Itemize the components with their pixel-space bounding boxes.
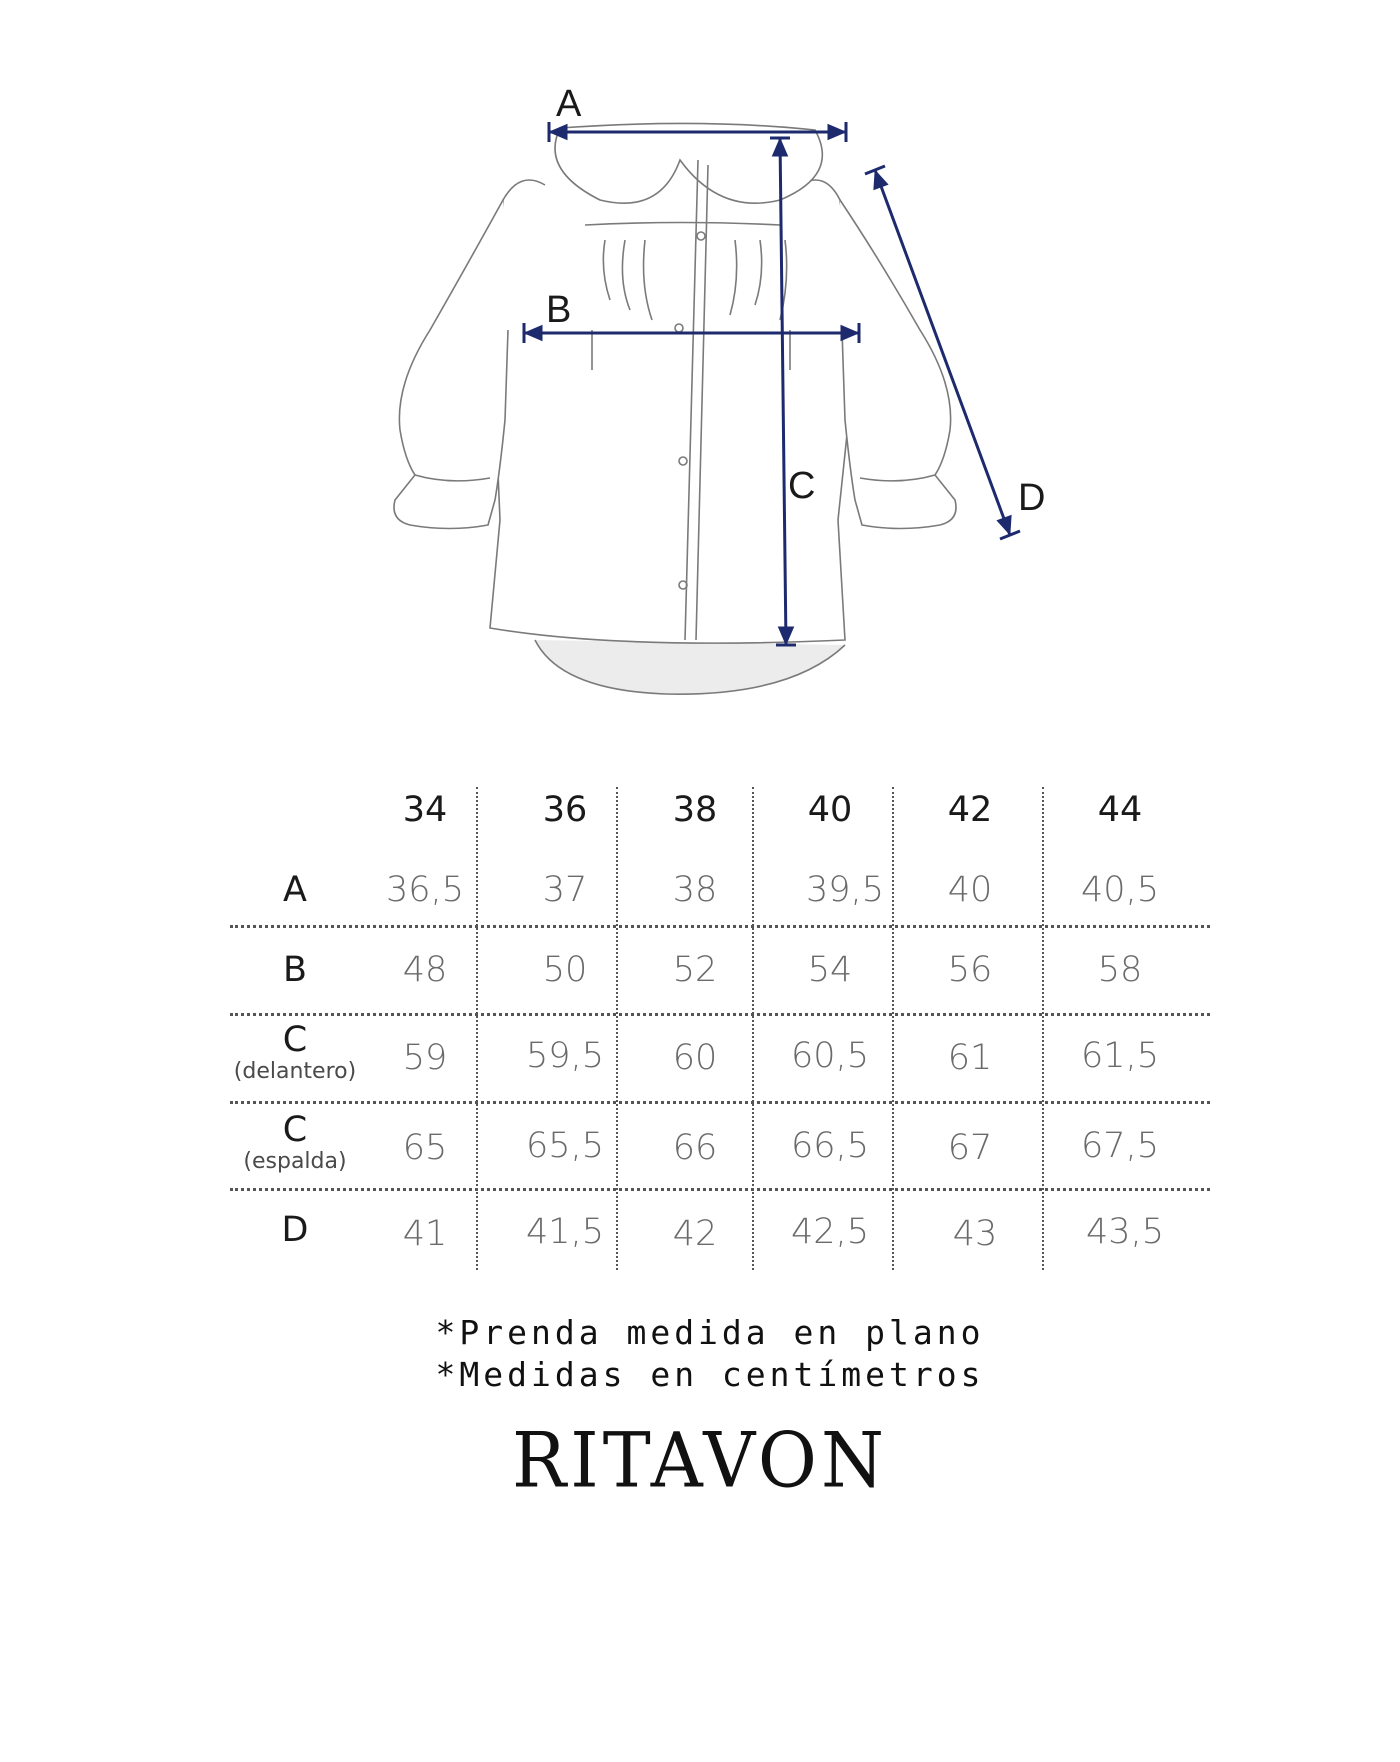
- value-d-34: 41: [402, 1214, 448, 1254]
- column-divider: [476, 787, 478, 1270]
- value-c-back-34: 65: [402, 1128, 448, 1168]
- value-c-front-38: 60: [672, 1038, 718, 1078]
- value-a-34: 36,5: [386, 870, 464, 910]
- row-divider: [230, 1013, 1210, 1016]
- value-c-front-36: 59,5: [526, 1036, 604, 1076]
- value-b-38: 52: [672, 950, 718, 990]
- value-b-34: 48: [402, 950, 448, 990]
- note-centimeters: *Medidas en centímetros: [435, 1355, 985, 1394]
- value-c-front-40: 60,5: [791, 1036, 869, 1076]
- value-d-44: 43,5: [1086, 1212, 1164, 1252]
- row-label-b: B: [282, 950, 307, 990]
- value-a-40: 39,5: [806, 870, 884, 910]
- size-header-34: 34: [402, 790, 448, 830]
- column-divider: [892, 787, 894, 1270]
- left-sleeve: [394, 200, 508, 529]
- value-b-42: 56: [947, 950, 993, 990]
- value-d-38: 42: [672, 1214, 718, 1254]
- measure-label-c: C: [788, 465, 816, 507]
- value-c-back-40: 66,5: [791, 1126, 869, 1166]
- value-c-back-42: 67: [947, 1128, 993, 1168]
- value-c-front-44: 61,5: [1081, 1036, 1159, 1076]
- blouse-illustration: [394, 123, 956, 694]
- value-c-front-34: 59: [402, 1038, 448, 1078]
- value-c-back-36: 65,5: [526, 1126, 604, 1166]
- measure-label-a: A: [556, 83, 582, 125]
- right-sleeve: [840, 200, 956, 529]
- size-header-44: 44: [1097, 790, 1143, 830]
- measure-label-b: B: [546, 289, 572, 331]
- size-header-40: 40: [807, 790, 853, 830]
- note-flat-measured: *Prenda medida en plano: [435, 1313, 985, 1352]
- size-header-38: 38: [672, 790, 718, 830]
- row-divider: [230, 1188, 1210, 1191]
- size-header-42: 42: [947, 790, 993, 830]
- row-divider: [230, 925, 1210, 928]
- value-a-38: 38: [672, 870, 718, 910]
- back-hem: [535, 640, 845, 694]
- garment-measurement-diagram: [0, 0, 1400, 720]
- blouse-body: [490, 180, 858, 643]
- brand-logo: RITAVON: [512, 1415, 888, 1505]
- value-b-44: 58: [1097, 950, 1143, 990]
- value-b-36: 50: [542, 950, 588, 990]
- value-d-42: 43: [952, 1214, 998, 1254]
- value-d-40: 42,5: [791, 1212, 869, 1252]
- value-b-40: 54: [807, 950, 853, 990]
- row-sublabel-front: (delantero): [233, 1059, 357, 1084]
- row-label-c-back: C (espalda): [220, 1112, 370, 1180]
- measure-label-d: D: [1018, 477, 1046, 519]
- measurement-notes: [0, 1312, 1400, 1396]
- size-header-36: 36: [542, 790, 588, 830]
- column-divider: [1042, 787, 1044, 1270]
- row-label-a: A: [283, 870, 307, 910]
- value-c-back-38: 66: [672, 1128, 718, 1168]
- column-divider: [616, 787, 618, 1270]
- row-sublabel-back: (espalda): [243, 1149, 347, 1174]
- column-divider: [752, 787, 754, 1270]
- value-c-front-42: 61: [947, 1038, 993, 1078]
- value-d-36: 41,5: [526, 1212, 604, 1252]
- row-divider: [230, 1101, 1210, 1104]
- value-a-36: 37: [542, 870, 588, 910]
- value-a-44: 40,5: [1081, 870, 1159, 910]
- value-a-42: 40: [947, 870, 993, 910]
- row-label-d: D: [281, 1210, 309, 1250]
- size-chart-table: [230, 770, 1210, 1290]
- row-label-c-front: C (delantero): [220, 1022, 370, 1090]
- value-c-back-44: 67,5: [1081, 1126, 1159, 1166]
